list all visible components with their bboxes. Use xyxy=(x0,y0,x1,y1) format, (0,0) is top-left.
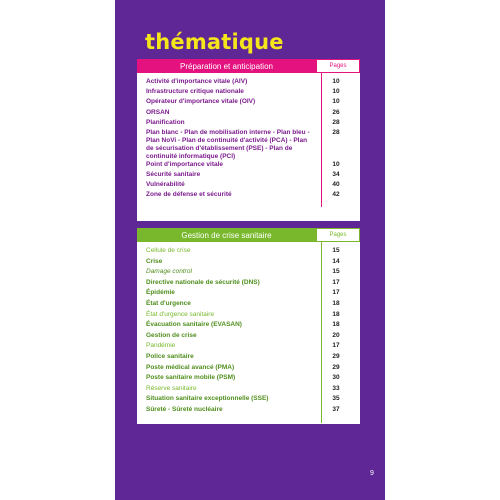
entry-page: 40 xyxy=(332,181,340,188)
entry-page: 10 xyxy=(332,160,340,168)
entry-page: 17 xyxy=(332,289,340,297)
index-entry xyxy=(137,119,360,129)
entry-label: Sécurité sanitaire xyxy=(146,170,201,178)
entry-page: 37 xyxy=(332,405,340,413)
index-entry xyxy=(137,321,360,332)
entry-label: Situation sanitaire exceptionnelle (SSE) xyxy=(146,395,269,403)
column-divider xyxy=(321,73,322,207)
index-entry xyxy=(137,98,360,108)
index-entry xyxy=(137,353,360,364)
entry-label: Directive nationale de sécurité (DNS) xyxy=(146,278,260,286)
entry-page: 30 xyxy=(332,374,340,382)
entry-label: Pandémie xyxy=(146,342,176,350)
entry-page: 28 xyxy=(332,128,340,136)
entry-page: 42 xyxy=(332,191,340,199)
index-entry xyxy=(137,191,360,201)
entry-label: Évacuation sanitaire (EVASAN) xyxy=(146,321,242,329)
index-entry xyxy=(137,311,360,322)
pages-column-label: Pages xyxy=(316,228,360,242)
entry-label: Point d'importance vitale xyxy=(146,160,224,168)
index-entry xyxy=(137,385,360,396)
column-divider xyxy=(321,242,322,423)
entry-label: Poste sanitaire mobile (PSM) xyxy=(146,374,236,382)
entry-page: 28 xyxy=(332,118,340,126)
index-entry xyxy=(137,161,360,171)
entry-page: 10 xyxy=(332,88,340,96)
entry-page: 35 xyxy=(332,395,340,403)
entry-page: 17 xyxy=(332,278,340,286)
section-crisis xyxy=(137,228,360,424)
entry-page: 20 xyxy=(332,331,340,339)
index-entry xyxy=(137,279,360,290)
entry-label: Activité d'importance vitale (AIV) xyxy=(146,78,248,85)
index-entry xyxy=(137,364,360,375)
entry-page: 18 xyxy=(332,299,340,307)
entry-page: 29 xyxy=(332,363,340,371)
entry-page: 10 xyxy=(332,98,340,106)
entry-label: Crise xyxy=(146,257,163,265)
entry-page: 15 xyxy=(332,247,340,254)
entry-label: Vulnérabilité xyxy=(146,181,185,188)
entry-page: 18 xyxy=(332,321,340,329)
entry-label: Épidémie xyxy=(146,289,175,297)
entry-label: Opérateur d'importance vitale (OIV) xyxy=(146,98,256,106)
entry-page: 17 xyxy=(332,342,340,350)
entry-page: 14 xyxy=(332,257,340,265)
section-preparation xyxy=(137,59,360,221)
index-entry xyxy=(137,406,360,417)
index-entry xyxy=(137,78,360,88)
section-title: Préparation et anticipation xyxy=(180,61,273,71)
index-entry xyxy=(137,181,360,191)
pages-column-label: Pages xyxy=(316,59,360,73)
entry-page: 18 xyxy=(332,310,340,318)
entry-label: État d'urgence sanitaire xyxy=(146,310,215,318)
entry-label: Gestion de crise xyxy=(146,331,197,339)
index-entry xyxy=(137,129,360,161)
index-entry xyxy=(137,289,360,300)
section-header xyxy=(137,59,360,73)
entry-label: Cellule de crise xyxy=(146,247,191,254)
index-entry xyxy=(137,171,360,181)
entry-label: Sûreté - Sûreté nucléaire xyxy=(146,405,223,413)
index-entry xyxy=(137,395,360,406)
section-header xyxy=(137,228,360,242)
entry-label: Damage control xyxy=(146,268,192,276)
page-number: 9 xyxy=(370,470,374,477)
index-entry xyxy=(137,374,360,385)
entry-list xyxy=(137,242,360,417)
index-entry xyxy=(137,268,360,279)
entry-label: Planification xyxy=(146,118,185,126)
entry-page: 33 xyxy=(332,384,340,392)
index-entry xyxy=(137,258,360,269)
index-entry xyxy=(137,342,360,353)
entry-page: 34 xyxy=(332,170,340,178)
entry-label: Poste médical avancé (PMA) xyxy=(146,363,235,371)
entry-label: Infrastructure critique nationale xyxy=(146,88,244,96)
entry-label: Réserve sanitaire xyxy=(146,384,197,392)
index-entry xyxy=(137,332,360,343)
entry-label: Police sanitaire xyxy=(146,352,194,360)
entry-label: Plan blanc - Plan de mobilisation interne - Plan bleu - Plan NoVi - Plan de continuité d'activité (PCA) - Plan de sécurisation d'établissement (PSE) - Plan de continuité informatique (PCI) xyxy=(146,128,310,160)
page-title: thématique xyxy=(145,30,284,54)
index-entry xyxy=(137,247,360,258)
entry-list xyxy=(137,73,360,201)
entry-page: 26 xyxy=(332,108,340,116)
entry-page: 10 xyxy=(332,78,340,85)
index-entry xyxy=(137,109,360,119)
entry-page: 29 xyxy=(332,352,340,360)
index-entry xyxy=(137,300,360,311)
section-title: Gestion de crise sanitaire xyxy=(181,230,272,240)
entry-label: ORSAN xyxy=(146,108,170,116)
entry-label: État d'urgence xyxy=(146,299,191,307)
entry-label: Zone de défense et sécurité xyxy=(146,191,232,199)
index-entry xyxy=(137,88,360,98)
entry-page: 15 xyxy=(332,268,340,276)
